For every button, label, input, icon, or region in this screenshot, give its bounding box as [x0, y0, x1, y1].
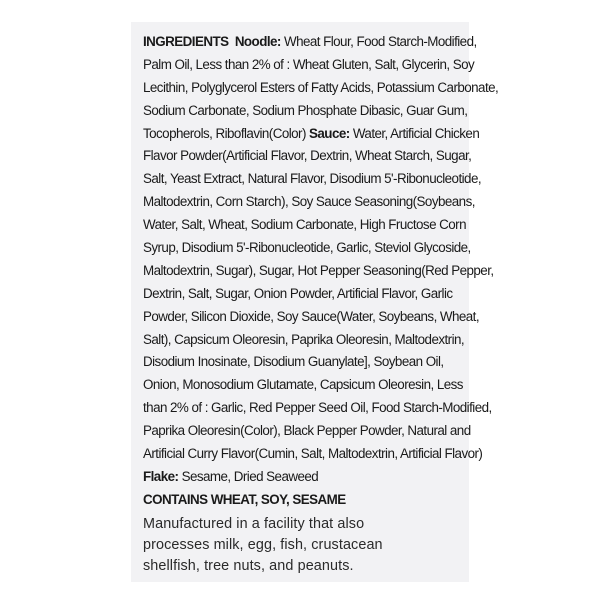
ingredient-heading: Noodle: [234, 34, 281, 49]
ingredients-line [143, 374, 469, 397]
ingredient-text: Flavor Powder(Artificial Flavor, Dextrin, Wheat Starch, Sugar, [143, 148, 472, 164]
ingredients-line [143, 214, 469, 237]
ingredients-line [143, 168, 482, 191]
ingredient-text: Maltodextrin, Corn Starch), Soy Sauce Seasoning(Soybeans, [143, 194, 475, 210]
ingredients-line [143, 237, 469, 260]
ingredients-line [143, 54, 475, 77]
ingredients-line [143, 123, 480, 146]
ingredient-heading: INGREDIENTS [143, 34, 229, 49]
ingredient-text: Salt, Yeast Extract, Natural Flavor, Disodium 5'-Ribonucleotide, [143, 171, 482, 187]
ingredients-line [143, 397, 492, 420]
ingredients-line [143, 489, 469, 512]
ingredient-text: Water, Salt, Wheat, Sodium Carbonate, High Fructose Corn [143, 217, 466, 233]
ingredients-line [143, 31, 477, 54]
ingredient-text: Sodium Carbonate, Sodium Phosphate Dibasic, Guar Gum, [143, 102, 468, 118]
ingredient-text: Disodium Inosinate, Disodium Guanylate], Soybean Oil, [143, 354, 444, 370]
ingredients-line [143, 420, 469, 443]
ingredient-text: Palm Oil, Less than 2% of : Wheat Gluten, Salt, Glycerin, Soy [143, 56, 475, 72]
ingredients-line [143, 351, 469, 374]
ingredient-heading: Flake: [143, 468, 179, 484]
ingredient-text: Paprika Oleoresin(Color), Black Pepper Powder, Natural and [143, 423, 471, 439]
ingredients-line [143, 329, 469, 352]
ingredient-text: Artificial Curry Flavor(Cumin, Salt, Maltodextrin, Artificial Flavor) [143, 446, 483, 462]
ingredient-heading: CONTAINS WHEAT, SOY, SESAME [143, 491, 346, 507]
ingredient-text: Water, Artificial Chicken [349, 125, 480, 141]
ingredients-line [143, 283, 469, 306]
ingredients-line [143, 191, 475, 214]
ingredient-text: Wheat Flour, Food Starch-Modified, [280, 34, 477, 49]
ingredients-line [143, 100, 469, 123]
ingredient-text: Sesame, Dried Seaweed [178, 468, 319, 484]
allergen-facility-notice [143, 514, 469, 577]
ingredients-line [143, 306, 480, 329]
ingredients-line [143, 260, 494, 283]
notice-line: shellfish, tree nuts, and peanuts. [143, 557, 354, 574]
ingredients-line [143, 443, 483, 466]
ingredient-text: Powder, Silicon Dioxide, Soy Sauce(Water, Soybeans, Wheat, [143, 308, 480, 324]
ingredient-text: Salt), Capsicum Oleoresin, Paprika Oleoresin, Maltodextrin, [143, 331, 465, 347]
ingredient-text: Syrup, Disodium 5'-Ribonucleotide, Garlic, Steviol Glycoside, [143, 240, 471, 256]
ingredient-text: Lecithin, Polyglycerol Esters of Fatty Acids, Potassium Carbonate, [143, 79, 499, 95]
ingredient-text: Onion, Monosodium Glutamate, Capsicum Oleoresin, Less [143, 377, 463, 393]
ingredient-text: Tocopherols, Riboflavin(Color) [143, 125, 310, 141]
ingredients-line [143, 145, 472, 168]
ingredients-text [143, 31, 499, 512]
ingredient-text: than 2% of : Garlic, Red Pepper Seed Oil, Food Starch-Modified, [143, 400, 492, 416]
notice-line: Manufactured in a facility that also [143, 515, 365, 532]
ingredient-text: Dextrin, Salt, Sugar, Onion Powder, Artificial Flavor, Garlic [143, 285, 453, 301]
ingredients-label-panel [131, 22, 499, 582]
ingredient-text: Maltodextrin, Sugar), Sugar, Hot Pepper Seasoning(Red Pepper, [143, 262, 494, 278]
notice-line: processes milk, egg, fish, crustacean [143, 536, 383, 553]
ingredient-heading: Sauce: [309, 125, 350, 141]
ingredients-line [143, 77, 499, 100]
ingredients-line [143, 466, 469, 489]
